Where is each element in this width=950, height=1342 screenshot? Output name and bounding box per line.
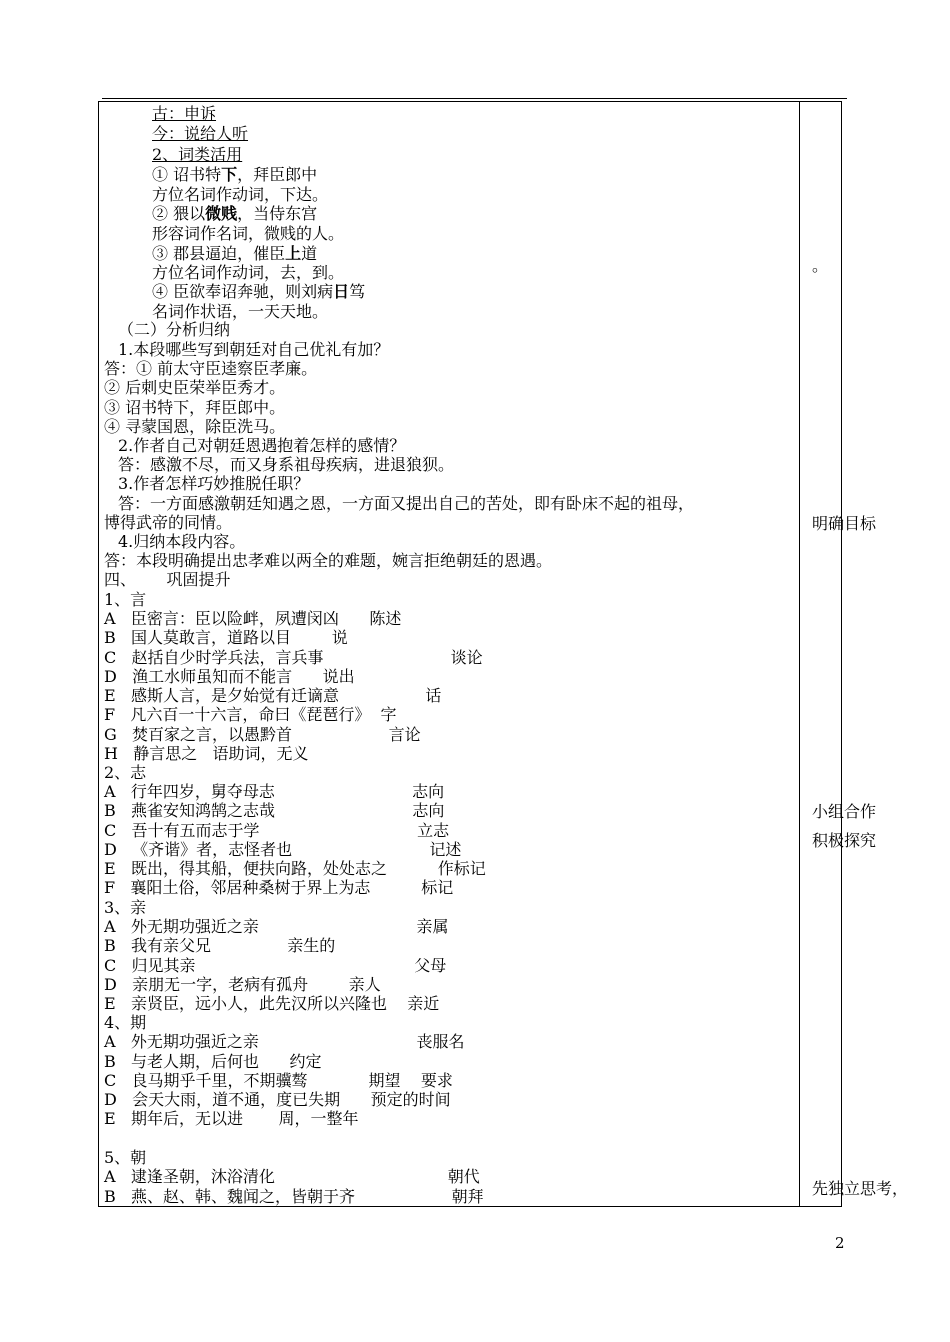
column-divider: [799, 101, 800, 1207]
text-segment: D 亲朋无一字，老病有孤舟 亲人: [104, 975, 381, 994]
text-segment: A 逮逢圣朝，沐浴清化 朝代: [104, 1167, 480, 1186]
side-note: 明确目标: [812, 514, 877, 533]
text-line: [104, 1013, 146, 1032]
text-line: [152, 204, 317, 223]
text-segment: B 国人莫敢言，道路以目 说: [104, 628, 348, 647]
text-segment: 道: [301, 244, 318, 263]
text-line: [104, 609, 401, 628]
text-line: [104, 1148, 146, 1167]
text-segment: B 与老人期，后何也 约定: [104, 1052, 322, 1071]
text-line: [104, 705, 397, 724]
text-segment: 3.作者怎样巧妙推脱任职？: [118, 474, 310, 493]
text-segment: 日: [333, 282, 350, 301]
text-line: [104, 975, 381, 994]
text-line: [104, 917, 448, 936]
text-segment: D 渔工水师虽知而不能言 说出: [104, 667, 355, 686]
text-line: [104, 570, 231, 589]
text-segment: 5、朝: [104, 1148, 147, 1167]
text-line: [104, 590, 146, 609]
text-segment: A 外无期功强近之亲 亲属: [104, 917, 449, 936]
text-line: [118, 436, 405, 455]
text-line: [104, 801, 444, 820]
text-segment: 答：本段明确提出忠孝难以两全的难题，婉言拒绝朝廷的恩遇。: [104, 551, 553, 570]
text-line: [104, 936, 335, 955]
text-segment: ① 诏书特: [152, 165, 222, 184]
text-segment: ④ 臣欲奉诏奔驰，则刘病: [152, 282, 334, 301]
text-line: [104, 628, 348, 647]
text-segment: D 会天大雨，道不通，度已失期 预定的时间: [104, 1090, 451, 1109]
text-line: [152, 145, 242, 164]
text-line: [104, 782, 444, 801]
text-segment: 今：说给人听: [152, 124, 249, 143]
text-line: [152, 282, 365, 301]
text-line: [104, 763, 146, 782]
text-segment: ③ 诏书特下，拜臣郎中。: [104, 398, 286, 417]
text-segment: 方位名词作动词，去，到。: [152, 263, 345, 282]
text-line: [104, 994, 439, 1013]
text-segment: 微贱: [205, 204, 238, 223]
text-line: [104, 1052, 322, 1071]
text-segment: G 焚百家之言，以愚黔首 言论: [104, 725, 421, 744]
text-line: [104, 686, 441, 705]
text-segment: 2、志: [104, 763, 147, 782]
text-segment: 博得武帝的同情。: [104, 513, 233, 532]
text-segment: F 凡六百一十六言，命曰《琵琶行》 字: [104, 705, 397, 724]
text-segment: 名词作状语，一天天地。: [152, 302, 329, 321]
text-segment: B 燕雀安知鸿鹄之志哉 志向: [104, 801, 445, 820]
text-line: [152, 104, 216, 123]
text-line: [118, 455, 454, 474]
text-segment: C 吾十有五而志于学 立志: [104, 821, 450, 840]
side-note: 小组合作: [812, 802, 877, 821]
text-line: [152, 165, 317, 184]
text-line: [152, 185, 328, 204]
text-line: [104, 725, 421, 744]
text-segment: E 亲贤臣，远小人，此先汉所以兴隆也 亲近: [104, 994, 440, 1013]
text-line: [118, 474, 309, 493]
text-line: [104, 1032, 464, 1051]
text-segment: ，拜臣郎中: [237, 165, 318, 184]
text-line: [104, 551, 552, 570]
text-line: [118, 320, 230, 339]
text-line: [118, 532, 245, 551]
text-line: [104, 378, 285, 397]
text-line: [118, 340, 389, 359]
text-segment: C 赵括自少时学兵法，言兵事 谈论: [104, 648, 483, 667]
text-segment: 2、词类活用: [152, 145, 243, 164]
side-note: 积极探究: [812, 831, 877, 850]
text-segment: A 外无期功强近之亲 丧服名: [104, 1032, 465, 1051]
text-line: [104, 359, 317, 378]
text-line: [104, 1187, 484, 1206]
text-line: [104, 667, 355, 686]
text-segment: 4.归纳本段内容。: [118, 532, 246, 551]
text-segment: 方位名词作动词，下达。: [152, 185, 329, 204]
text-line: [104, 1071, 453, 1090]
text-segment: （二）分析归纳: [118, 320, 231, 339]
text-segment: ④ 寻蒙国恩，除臣洗马。: [104, 417, 286, 436]
text-line: [152, 263, 344, 282]
text-segment: 答：① 前太守臣逵察臣孝廉。: [104, 359, 318, 378]
text-line: [152, 224, 344, 243]
text-segment: 笃: [349, 282, 366, 301]
text-line: [104, 1167, 480, 1186]
text-segment: A 臣密言：臣以险衅，夙遭闵凶 陈述: [104, 609, 402, 628]
text-line: [104, 513, 232, 532]
text-segment: B 燕、赵、韩、魏闻之，皆朝于齐 朝拜: [104, 1187, 484, 1206]
text-segment: 3、亲: [104, 898, 147, 917]
text-segment: ③ 郡县逼迫，催臣: [152, 244, 286, 263]
text-segment: 答：感激不尽，而又身系祖母疾病，进退狼狈。: [118, 455, 455, 474]
text-line: [152, 302, 328, 321]
text-line: [152, 124, 248, 143]
header-rule: [102, 98, 847, 99]
text-line: [104, 1109, 359, 1128]
text-segment: 下: [221, 165, 238, 184]
text-segment: F 襄阳土俗，邻居种桑树于界上为志 标记: [104, 878, 454, 897]
text-line: [104, 898, 146, 917]
text-segment: A 行年四岁，舅夺母志 志向: [104, 782, 445, 801]
text-line: [104, 956, 446, 975]
text-segment: D 《齐谐》者，志怪者也 记述: [104, 840, 462, 859]
text-segment: 四、 巩固提升: [104, 570, 231, 589]
text-segment: B 我有亲父兄 亲生的: [104, 936, 336, 955]
text-segment: 上: [285, 244, 302, 263]
text-line: [104, 859, 486, 878]
text-line: [152, 244, 317, 263]
text-line: [104, 878, 453, 897]
text-segment: 4、期: [104, 1013, 147, 1032]
side-note: 。: [812, 256, 829, 275]
text-line: [118, 494, 694, 513]
text-segment: 古：申诉: [152, 104, 217, 123]
text-segment: 1、言: [104, 590, 147, 609]
text-segment: ② 猥以: [152, 204, 206, 223]
text-segment: 2.作者自己对朝廷恩遇抱着怎样的感情？: [118, 436, 406, 455]
text-segment: C 归见其亲 父母: [104, 956, 447, 975]
text-segment: ② 后刺史臣荣举臣秀才。: [104, 378, 286, 397]
text-line: [104, 840, 461, 859]
text-line: [104, 744, 308, 763]
text-line: [104, 821, 449, 840]
text-segment: 答：一方面感激朝廷知遇之恩，一方面又提出自己的苦处，即有卧床不起的祖母，: [118, 494, 695, 513]
text-segment: E 期年后，无以进 周，一整年: [104, 1109, 359, 1128]
side-note: 先独立思考，: [812, 1179, 909, 1198]
text-segment: C 良马期乎千里，不期骥骜 期望 要求: [104, 1071, 453, 1090]
text-segment: 1.本段哪些写到朝廷对自己优礼有加？: [118, 340, 390, 359]
text-line: [104, 648, 483, 667]
text-segment: E 感斯人言，是夕始觉有迁谪意 话: [104, 686, 442, 705]
text-line: [104, 398, 285, 417]
text-line: [104, 1090, 451, 1109]
page-number: 2: [835, 1234, 845, 1252]
text-segment: H 静言思之 语助词，无义: [104, 744, 309, 763]
text-segment: 形容词作名词，微贱的人。: [152, 224, 345, 243]
text-segment: ，当侍东宫: [237, 204, 318, 223]
text-segment: E 既出，得其船，便扶向路，处处志之 作标记: [104, 859, 486, 878]
text-line: [104, 417, 285, 436]
